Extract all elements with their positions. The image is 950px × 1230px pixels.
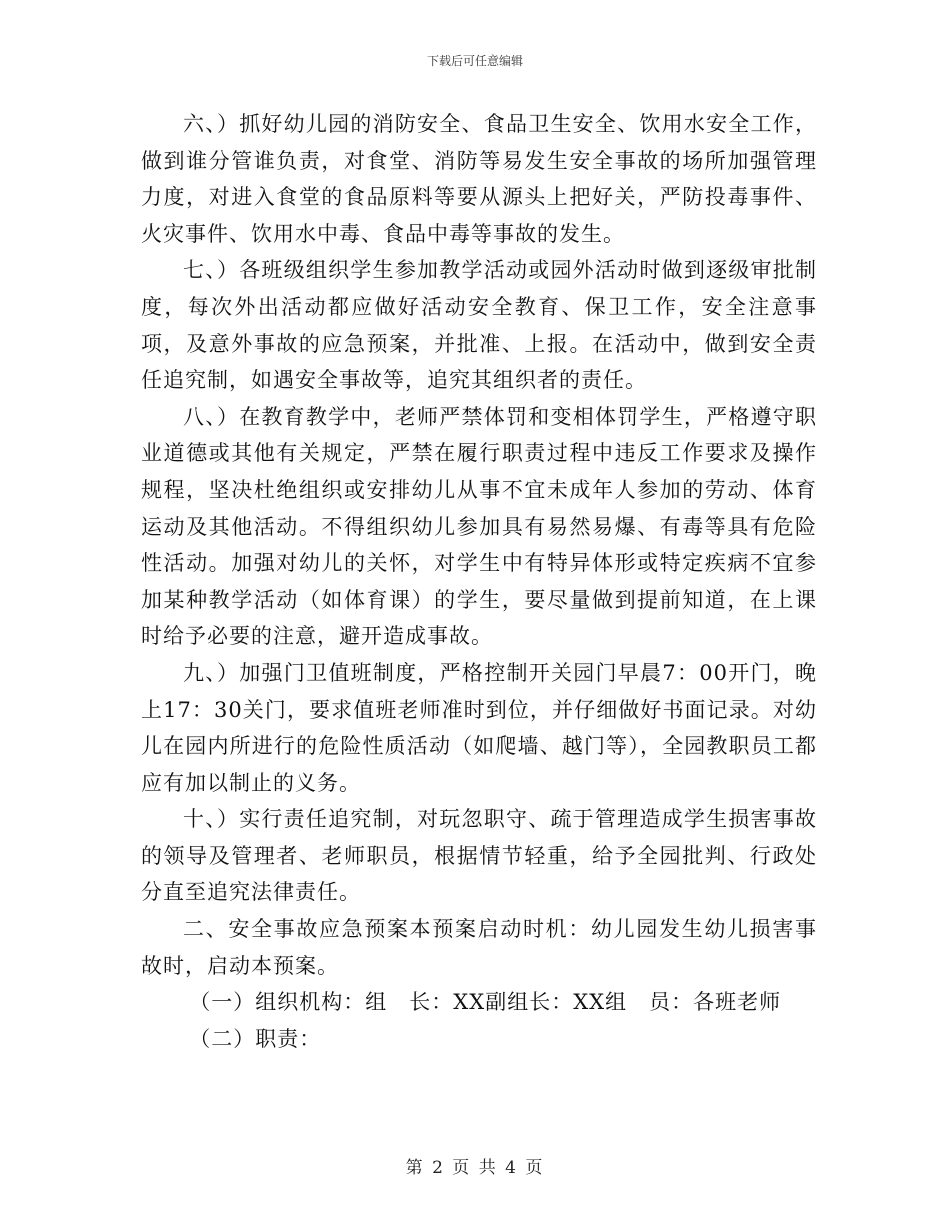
paragraph-6: 六、）抓好幼儿园的消防安全、食品卫生安全、饮用水安全工作，做到谁分管谁负责，对食堂、消防等易发生安全事故的场所加强管理力度，对进入食堂的食品原料等要从源头上把好关，严防投毒事件、火灾事件、饮用水中毒、食品中毒等事故的发生。 — [141, 112, 817, 246]
paragraph-10: 十、）实行责任追究制，对玩忽职守、疏于管理造成学生损害事故的领导及管理者、老师职员，根据情节轻重，给予全园批判、行政处分直至追究法律责任。 — [141, 807, 817, 905]
sub-item-organization: （一）组织机构：组 长：XX副组长：XX组 员：各班老师 — [189, 990, 782, 1015]
header-note: 下载后可任意编辑 — [426, 54, 523, 68]
sub-item-duties: （二）职责： — [189, 1026, 322, 1051]
page-footer — [0, 1153, 950, 1178]
document-body — [141, 106, 817, 1057]
paragraph-9: 九、）加强门卫值班制度，严格控制开关园门早晨7：00开门，晚上17：30关门，要求值班老师准时到位，并仔细做好书面记录。对幼儿在园内所进行的危险性质活动（如爬墙、越门等），全园教职员工都应有加以制止的义务。 — [141, 660, 817, 795]
paragraph-8: 八、）在教育教学中，老师严禁体罚和变相体罚学生，严格遵守职业道德或其他有关规定，严禁在履行职责过程中违反工作要求及操作规程，坚决杜绝组织或安排幼儿从事不宜未成年人参加的劳动、体育运动及其他活动。不得组织幼儿参加具有易然易爆、有毒等具有危险性活动。加强对幼儿的关怀，对学生中有特异体形或特定疾病不宜参加某种教学活动（如体育课）的学生，要尽量做到提前知道，在上课时给予必要的注意，避开造成事故。 — [141, 404, 817, 649]
paragraph-7: 七、）各班级组织学生参加教学活动或园外活动时做到逐级审批制度，每次外出活动都应做好活动安全教育、保卫工作，安全注意事项，及意外事故的应急预案，并批准、上报。在活动中，做到安全责任追究制，如遇安全事故等，追究其组织者的责任。 — [141, 258, 817, 393]
section-2-heading-paragraph: 二、安全事故应急预案本预案启动时机：幼儿园发生幼儿损害事故时，启动本预案。 — [141, 917, 817, 978]
page-number-label: 第 2 页 共 4 页 — [405, 1158, 545, 1178]
